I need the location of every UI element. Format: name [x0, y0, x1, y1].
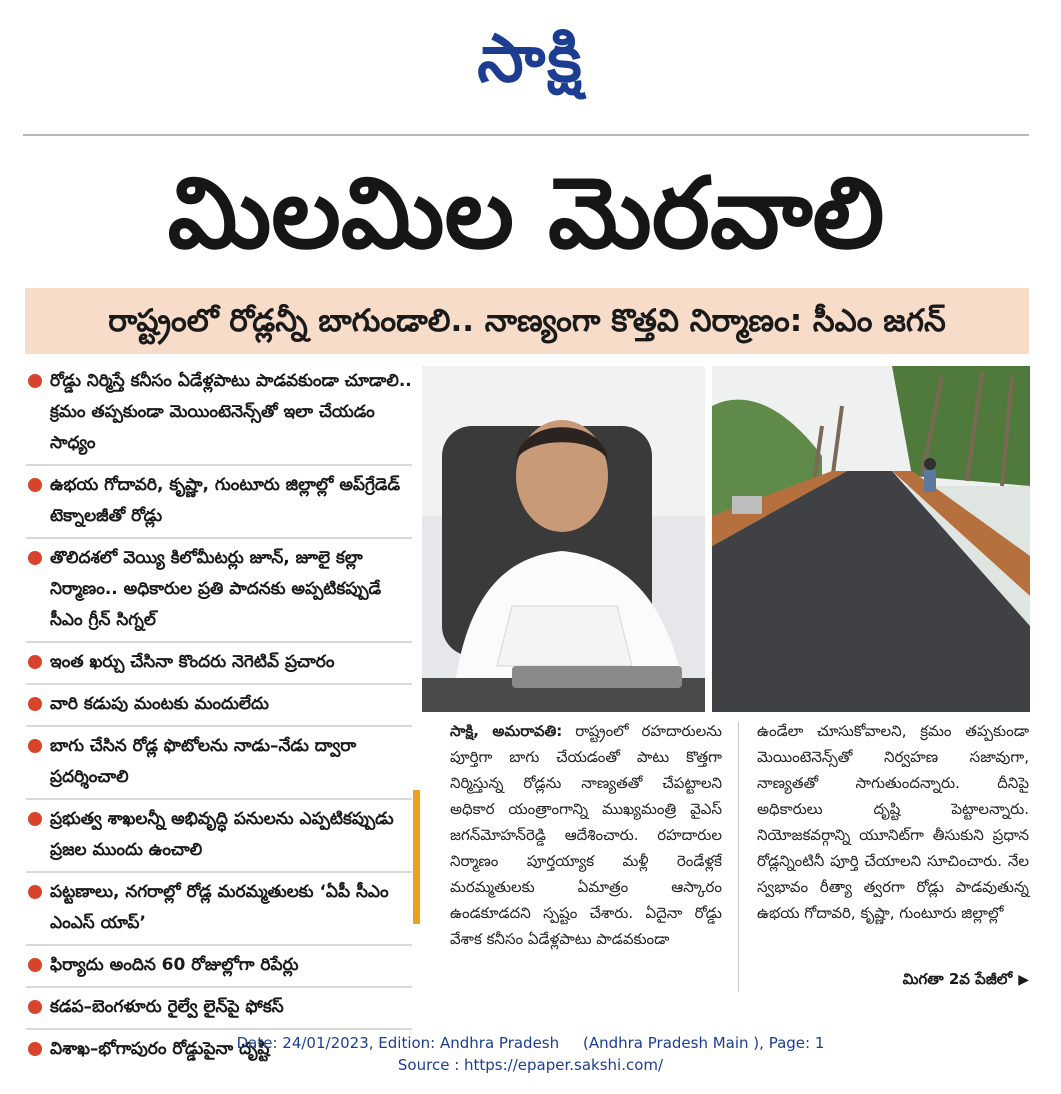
play-arrow-icon: ▶ [1018, 972, 1029, 988]
subheadline-banner: రాష్ట్రంలో రోడ్లన్నీ బాగుండాలి.. నాణ్యంగా కొత్తవి నిర్మాణం: సీఎం జగన్ [25, 288, 1029, 354]
bullet-dot-icon [28, 478, 42, 492]
edition-info: Date: 24/01/2023, Edition: Andhra Pradesh (Andhra Pradesh Main ), Page: 1 [236, 1034, 825, 1052]
list-item-text: ఫిర్యాదు అందిన 60 రోజుల్లోగా రిపేర్లు [50, 955, 299, 975]
portrait-illustration [422, 366, 705, 712]
bullet-dot-icon [28, 958, 42, 972]
bullet-dot-icon [28, 739, 42, 753]
list-item [26, 466, 412, 539]
list-item [26, 946, 412, 988]
list-item-text: రోడ్డు నిర్మిస్తే కనీసం ఏడేళ్లపాటు పాడవకుండా చూడాలి.. క్రమం తప్పకుండా మెయింటెనెన్స్‌తో ఇలా చేయడం సాధ్యం [50, 371, 412, 453]
bullet-dot-icon [28, 885, 42, 899]
continued-on-page [757, 966, 1029, 993]
list-item-text: ఇంత ఖర్చు చేసినా కొందరు నెగెటివ్ ప్రచారం [50, 652, 335, 672]
continued-label: మిగతా 2వ పేజీలో [902, 970, 1013, 988]
masthead-divider [23, 134, 1029, 136]
list-item-text: తొలిదశలో వెయ్యి కిలోమీటర్లు జూన్, జూలై కల్లా నిర్మాణం.. అధికారుల ప్రతి పాదనకు అప్పటికప్పుడే సీఎం గ్రీన్ సిగ్నల్ [50, 548, 382, 630]
road-illustration [712, 366, 1030, 712]
list-item-text: ప్రభుత్వ శాఖలన్నీ అభివృద్ధి పనులను ఎప్పటికప్పుడు ప్రజల ముందు ఉంచాలి [50, 809, 394, 860]
column-marker [413, 790, 420, 924]
list-item-text: ఉభయ గోదావరి, కృష్ణా, గుంటూరు జిల్లాల్లో అప్‌గ్రేడెడ్ టెక్నాలజీతో రోడ్లు [50, 475, 401, 526]
source-link[interactable]: Source : https://epaper.sakshi.com/ [397, 1056, 664, 1074]
list-item [26, 873, 412, 946]
bullet-dot-icon [28, 812, 42, 826]
article-text: ఉండేలా చూసుకోవాలని, క్రమం తప్పకుండా మెయింటెనెన్స్‌తో నిర్వహణ సజావుగా, నాణ్యతతో సాగుతుందన్నారు. దీనిపై అధికారులు దృష్టి పెట్టాలన్నారు. నియోజకవర్గాన్ని యూనిట్‌గా తీసుకుని ప్రధాన రోడ్లన్నింటినీ పూర్తి చేయాలని సూచించారు. నేల స్వభావం రీత్యా త్వరగా రోడ్లు పాడవుతున్న ఉభయ గోదావరి, కృష్ణా, గుంటూరు జిల్లాల్లో [757, 722, 1029, 922]
portrait-photo [422, 366, 705, 712]
headline: మిలమిల మెరవాలి [167, 157, 885, 271]
column-divider [738, 722, 739, 992]
bullet-dot-icon [28, 374, 42, 388]
list-item [26, 800, 412, 873]
list-item [26, 727, 412, 800]
list-item [26, 362, 412, 466]
bullet-dot-icon [28, 1000, 42, 1014]
article-text: రాష్ట్రంలో రహదారులను పూర్తిగా బాగు చేయడంతో పాటు కొత్తగా నిర్మిస్తున్న రోడ్లను నాణ్యతతో చేపట్టాలని అధికార యంత్రాంగాన్ని ముఖ్యమంత్రి వైఎస్ జగన్‌మోహన్‌రెడ్డి ఆదేశించారు. రహదారుల నిర్మాణం పూర్తయ్యాక మళ్లీ రెండేళ్లకే మరమ్మతులకు ఏమాత్రం ఆస్కారం ఉండకూడదని స్పష్టం చేశారు. ఏదైనా రోడ్డు వేశాక కనీసం ఏడేళ్లపాటు పాడవకుండా [450, 722, 722, 948]
list-item [26, 988, 412, 1030]
list-item-text: విశాఖ–భోగాపురం రోడ్డుపైనా దృష్టి [50, 1039, 270, 1059]
list-item-text: బాగు చేసిన రోడ్ల ఫొటోలను నాడు–నేడు ద్వారా ప్రదర్శించాలి [50, 736, 357, 787]
bullet-dot-icon [28, 655, 42, 669]
list-item-text: వారి కడుపు మంటకు మందులేదు [50, 694, 269, 714]
bullet-dot-icon [28, 697, 42, 711]
sakshi-logo: సాక్షి [477, 20, 584, 97]
list-item [26, 539, 412, 643]
list-item [26, 685, 412, 727]
article-column-2 [757, 718, 1029, 926]
list-item [26, 643, 412, 685]
page-footer [0, 1032, 1061, 1076]
list-item-text: కడప–బెంగళూరు రైల్వే లైన్‌పై ఫోకస్ [50, 997, 284, 1017]
article-column-1 [450, 718, 722, 952]
highlights-list [26, 362, 412, 1070]
list-item-text: పట్టణాలు, నగరాల్లో రోడ్ల మరమ్మతులకు ‘ఏపీ సీఎం ఎంఎస్ యాప్’ [50, 882, 389, 933]
bullet-dot-icon [28, 551, 42, 565]
road-photo [712, 366, 1030, 712]
article-dateline: సాక్షి, అమరావతి: [450, 722, 563, 740]
